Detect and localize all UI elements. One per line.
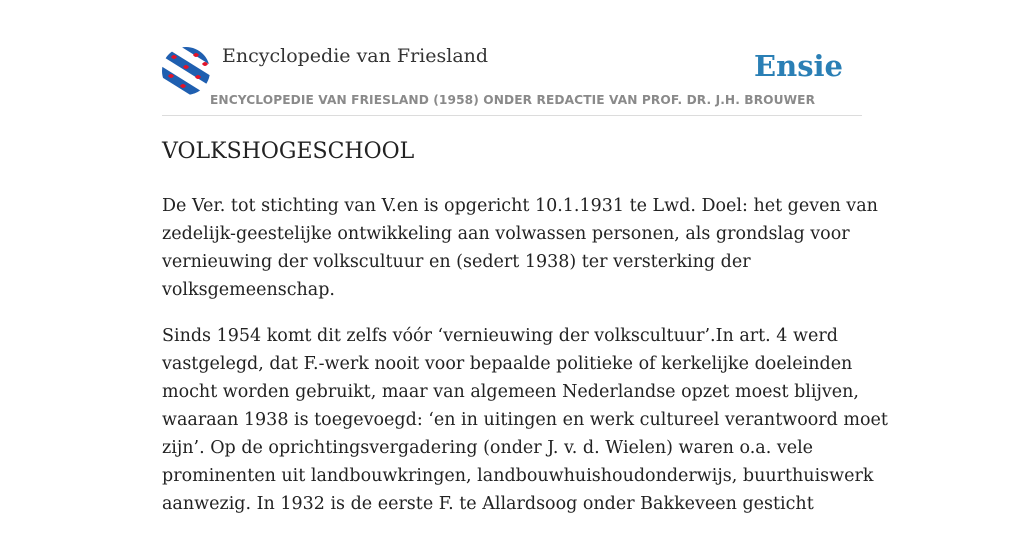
text-line: mocht worden gebruikt, maar van algemeen Nederlandse opzet moest blijven, (162, 382, 859, 402)
text-line: Sinds 1954 komt dit zelfs vóór ‘vernieuwing der volkscultuur’.In art. 4 werd (162, 326, 838, 346)
brand-logo[interactable]: Ensie (754, 49, 843, 83)
text-line: prominenten uit landbouwkringen, landbouwhuishoudonderwijs, buurthuiswerk (162, 466, 874, 486)
text-line: zijn’. Op de oprichtingsvergadering (onder J. v. d. Wielen) waren o.a. vele (162, 438, 814, 458)
divider (162, 115, 862, 116)
article-title: VOLKSHOGESCHOOL (162, 139, 415, 164)
site-title[interactable]: Encyclopedie van Friesland (222, 45, 489, 67)
text-line: vastgelegd, dat F.-werk nooit voor bepaalde politieke of kerkelijke doeleinden (162, 354, 853, 374)
subtitle: ENCYCLOPEDIE VAN FRIESLAND (1958) ONDER REDACTIE VAN PROF. DR. J.H. BROUWER (210, 93, 816, 107)
text-line: De Ver. tot stichting van V.en is opgericht 10.1.1931 te Lwd. Doel: het geven van (162, 196, 878, 216)
text-line: volksgemeenschap. (162, 280, 335, 300)
frisian-flag-icon[interactable] (162, 47, 210, 95)
paragraph (162, 322, 888, 518)
text-line: vernieuwing der volkscultuur en (sedert 1938) ter versterking der (162, 252, 751, 272)
text-line: aanwezig. In 1932 is de eerste F. te Allardsoog onder Bakkeveen gesticht (162, 494, 814, 514)
text-line: waaraan 1938 is toegevoegd: ‘en in uitingen en werk cultureel verantwoord moet (162, 410, 888, 430)
text-line: zedelijk-geestelijke ontwikkeling aan volwassen personen, als grondslag voor (162, 224, 850, 244)
article-body (162, 192, 888, 536)
paragraph (162, 192, 878, 304)
